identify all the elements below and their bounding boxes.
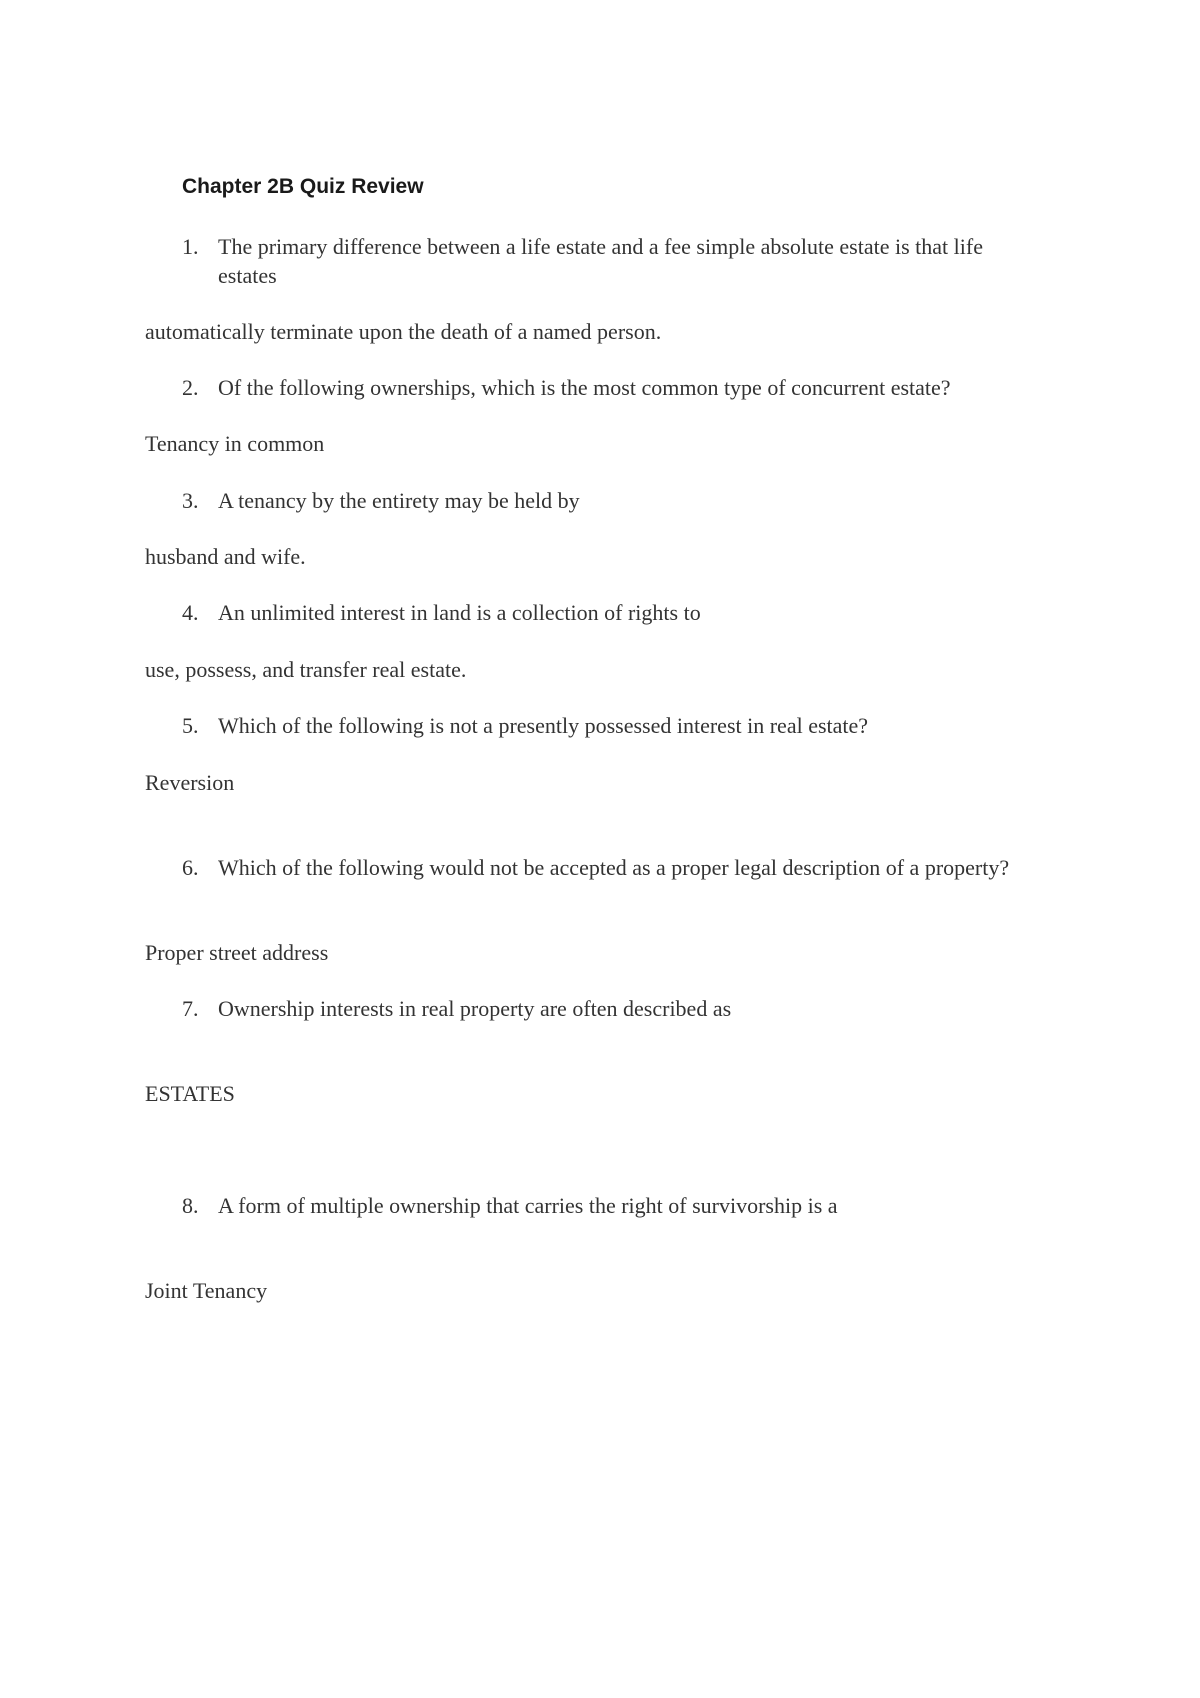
question-6 xyxy=(182,853,1042,882)
question-2 xyxy=(182,373,1042,402)
question-number: 5. xyxy=(182,713,199,738)
question-number: 6. xyxy=(182,855,199,880)
answer-4: use, possess, and transfer real estate. xyxy=(145,657,467,682)
question-number: 8. xyxy=(182,1193,199,1218)
question-number: 1. xyxy=(182,234,199,259)
question-number: 7. xyxy=(182,996,199,1021)
question-text: Which of the following is not a presently possessed interest in real estate? xyxy=(218,713,869,738)
answer-2: Tenancy in common xyxy=(145,431,325,456)
question-number: 2. xyxy=(182,375,199,400)
answer-8: Joint Tenancy xyxy=(145,1278,268,1303)
question-8 xyxy=(182,1191,1042,1220)
page-title: Chapter 2B Quiz Review xyxy=(182,175,424,198)
question-3 xyxy=(182,486,1042,515)
question-7 xyxy=(182,994,1042,1023)
question-number: 4. xyxy=(182,600,199,625)
question-text: Of the following ownerships, which is the most common type of concurrent estate? xyxy=(218,375,951,400)
answer-6: Proper street address xyxy=(145,940,329,965)
question-1 xyxy=(182,232,1042,290)
question-4 xyxy=(182,598,1042,627)
answer-5: Reversion xyxy=(145,770,235,795)
question-text: A form of multiple ownership that carries the right of survivorship is a xyxy=(218,1193,838,1218)
question-text: A tenancy by the entirety may be held by xyxy=(218,488,580,513)
question-text: An unlimited interest in land is a collection of rights to xyxy=(218,600,701,625)
answer-7: ESTATES xyxy=(145,1081,235,1106)
question-text: The primary difference between a life estate and a fee simple absolute estate is that life estates xyxy=(218,234,983,288)
question-5 xyxy=(182,711,1042,740)
question-text: Which of the following would not be accepted as a proper legal description of a property? xyxy=(218,855,1010,880)
question-text: Ownership interests in real property are often described as xyxy=(218,996,732,1021)
answer-3: husband and wife. xyxy=(145,544,306,569)
answer-1: automatically terminate upon the death of a named person. xyxy=(145,319,662,344)
question-number: 3. xyxy=(182,488,199,513)
